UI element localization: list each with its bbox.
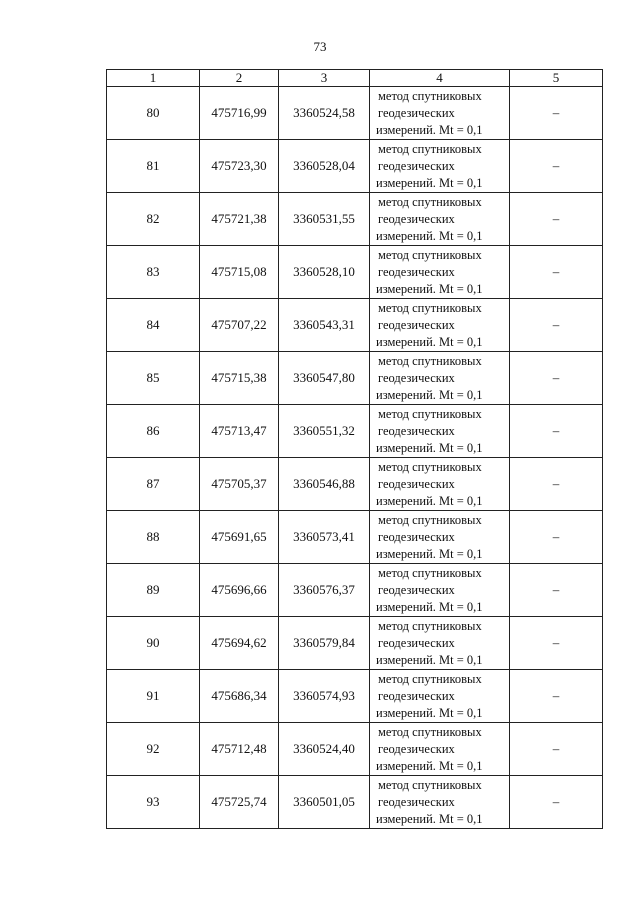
note-cell: – [510, 140, 603, 193]
x-coordinate-cell: 475694,62 [200, 617, 279, 670]
point-number-cell: 82 [107, 193, 200, 246]
method-cell [370, 458, 510, 511]
point-number-cell: 81 [107, 140, 200, 193]
x-coordinate-cell: 475691,65 [200, 511, 279, 564]
x-coordinate-cell: 475723,30 [200, 140, 279, 193]
method-line: измерений. Mt = 0,1 [376, 599, 483, 614]
method-line: геодезических [378, 317, 455, 332]
method-line: геодезических [378, 635, 455, 650]
y-coordinate-cell: 3360531,55 [279, 193, 370, 246]
method-line: измерений. Mt = 0,1 [376, 228, 483, 243]
method-line: геодезических [378, 264, 455, 279]
method-line: метод спутниковых [378, 353, 482, 368]
table-row [107, 299, 603, 352]
method-line: измерений. Mt = 0,1 [376, 652, 483, 667]
point-number-cell: 91 [107, 670, 200, 723]
method-line: измерений. Mt = 0,1 [376, 334, 483, 349]
method-cell [370, 564, 510, 617]
point-number-cell: 88 [107, 511, 200, 564]
method-line: метод спутниковых [378, 512, 482, 527]
point-number-cell: 80 [107, 87, 200, 140]
x-coordinate-cell: 475686,34 [200, 670, 279, 723]
y-coordinate-cell: 3360574,93 [279, 670, 370, 723]
table-row [107, 617, 603, 670]
method-cell [370, 299, 510, 352]
method-line: геодезических [378, 794, 455, 809]
table-row [107, 140, 603, 193]
method-line: геодезических [378, 476, 455, 491]
method-line: метод спутниковых [378, 459, 482, 474]
method-line: метод спутниковых [378, 618, 482, 633]
method-line: измерений. Mt = 0,1 [376, 493, 483, 508]
y-coordinate-cell: 3360543,31 [279, 299, 370, 352]
page-number: 73 [313, 39, 327, 54]
method-line: метод спутниковых [378, 671, 482, 686]
table-row [107, 458, 603, 511]
header-row [107, 70, 603, 87]
method-line: метод спутниковых [378, 141, 482, 156]
note-cell: – [510, 299, 603, 352]
note-cell: – [510, 87, 603, 140]
y-coordinate-cell: 3360528,04 [279, 140, 370, 193]
table-row [107, 670, 603, 723]
x-coordinate-cell: 475715,08 [200, 246, 279, 299]
method-line: измерений. Mt = 0,1 [376, 811, 483, 826]
table-body [107, 87, 603, 829]
method-line: метод спутниковых [378, 194, 482, 209]
note-cell: – [510, 458, 603, 511]
method-line: измерений. Mt = 0,1 [376, 546, 483, 561]
table-row [107, 352, 603, 405]
method-line: геодезических [378, 423, 455, 438]
point-number-cell: 86 [107, 405, 200, 458]
table-header [107, 70, 603, 87]
header-cell-x: 2 [200, 70, 279, 87]
table-row [107, 87, 603, 140]
y-coordinate-cell: 3360576,37 [279, 564, 370, 617]
method-line: геодезических [378, 741, 455, 756]
x-coordinate-cell: 475713,47 [200, 405, 279, 458]
note-cell: – [510, 670, 603, 723]
y-coordinate-cell: 3360524,40 [279, 723, 370, 776]
point-number-cell: 85 [107, 352, 200, 405]
point-number-cell: 87 [107, 458, 200, 511]
method-cell [370, 776, 510, 829]
note-cell: – [510, 193, 603, 246]
y-coordinate-cell: 3360528,10 [279, 246, 370, 299]
method-line: измерений. Mt = 0,1 [376, 175, 483, 190]
method-line: метод спутниковых [378, 300, 482, 315]
x-coordinate-cell: 475715,38 [200, 352, 279, 405]
method-line: геодезических [378, 688, 455, 703]
method-line: метод спутниковых [378, 247, 482, 262]
x-coordinate-cell: 475705,37 [200, 458, 279, 511]
note-cell: – [510, 776, 603, 829]
point-number-cell: 89 [107, 564, 200, 617]
method-cell [370, 246, 510, 299]
y-coordinate-cell: 3360573,41 [279, 511, 370, 564]
x-coordinate-cell: 475707,22 [200, 299, 279, 352]
y-coordinate-cell: 3360501,05 [279, 776, 370, 829]
coordinates-table [106, 69, 603, 829]
note-cell: – [510, 617, 603, 670]
method-cell [370, 352, 510, 405]
x-coordinate-cell: 475696,66 [200, 564, 279, 617]
point-number-cell: 90 [107, 617, 200, 670]
note-cell: – [510, 723, 603, 776]
method-line: метод спутниковых [378, 88, 482, 103]
method-line: измерений. Mt = 0,1 [376, 281, 483, 296]
y-coordinate-cell: 3360524,58 [279, 87, 370, 140]
method-cell [370, 511, 510, 564]
note-cell: – [510, 246, 603, 299]
table-row [107, 405, 603, 458]
method-line: измерений. Mt = 0,1 [376, 705, 483, 720]
table-row [107, 246, 603, 299]
point-number-cell: 93 [107, 776, 200, 829]
method-line: метод спутниковых [378, 406, 482, 421]
point-number-cell: 84 [107, 299, 200, 352]
method-line: геодезических [378, 582, 455, 597]
header-cell-note: 5 [510, 70, 603, 87]
y-coordinate-cell: 3360579,84 [279, 617, 370, 670]
point-number-cell: 83 [107, 246, 200, 299]
note-cell: – [510, 511, 603, 564]
method-line: метод спутниковых [378, 777, 482, 792]
note-cell: – [510, 405, 603, 458]
method-cell [370, 723, 510, 776]
method-cell [370, 405, 510, 458]
method-line: геодезических [378, 158, 455, 173]
method-cell [370, 193, 510, 246]
method-cell [370, 617, 510, 670]
method-line: метод спутниковых [378, 724, 482, 739]
method-line: геодезических [378, 529, 455, 544]
method-line: геодезических [378, 370, 455, 385]
x-coordinate-cell: 475721,38 [200, 193, 279, 246]
note-cell: – [510, 564, 603, 617]
x-coordinate-cell: 475716,99 [200, 87, 279, 140]
x-coordinate-cell: 475725,74 [200, 776, 279, 829]
method-line: геодезических [378, 105, 455, 120]
y-coordinate-cell: 3360547,80 [279, 352, 370, 405]
y-coordinate-cell: 3360546,88 [279, 458, 370, 511]
header-cell-point-number: 1 [107, 70, 200, 87]
point-number-cell: 92 [107, 723, 200, 776]
method-line: измерений. Mt = 0,1 [376, 440, 483, 455]
table-row [107, 564, 603, 617]
method-line: геодезических [378, 211, 455, 226]
method-line: измерений. Mt = 0,1 [376, 122, 483, 137]
table-row [107, 193, 603, 246]
method-cell [370, 87, 510, 140]
table-row [107, 511, 603, 564]
header-cell-y: 3 [279, 70, 370, 87]
method-cell [370, 670, 510, 723]
x-coordinate-cell: 475712,48 [200, 723, 279, 776]
method-line: измерений. Mt = 0,1 [376, 758, 483, 773]
method-line: измерений. Mt = 0,1 [376, 387, 483, 402]
table-row [107, 776, 603, 829]
method-line: метод спутниковых [378, 565, 482, 580]
header-cell-method: 4 [370, 70, 510, 87]
method-cell [370, 140, 510, 193]
table-row [107, 723, 603, 776]
y-coordinate-cell: 3360551,32 [279, 405, 370, 458]
note-cell: – [510, 352, 603, 405]
